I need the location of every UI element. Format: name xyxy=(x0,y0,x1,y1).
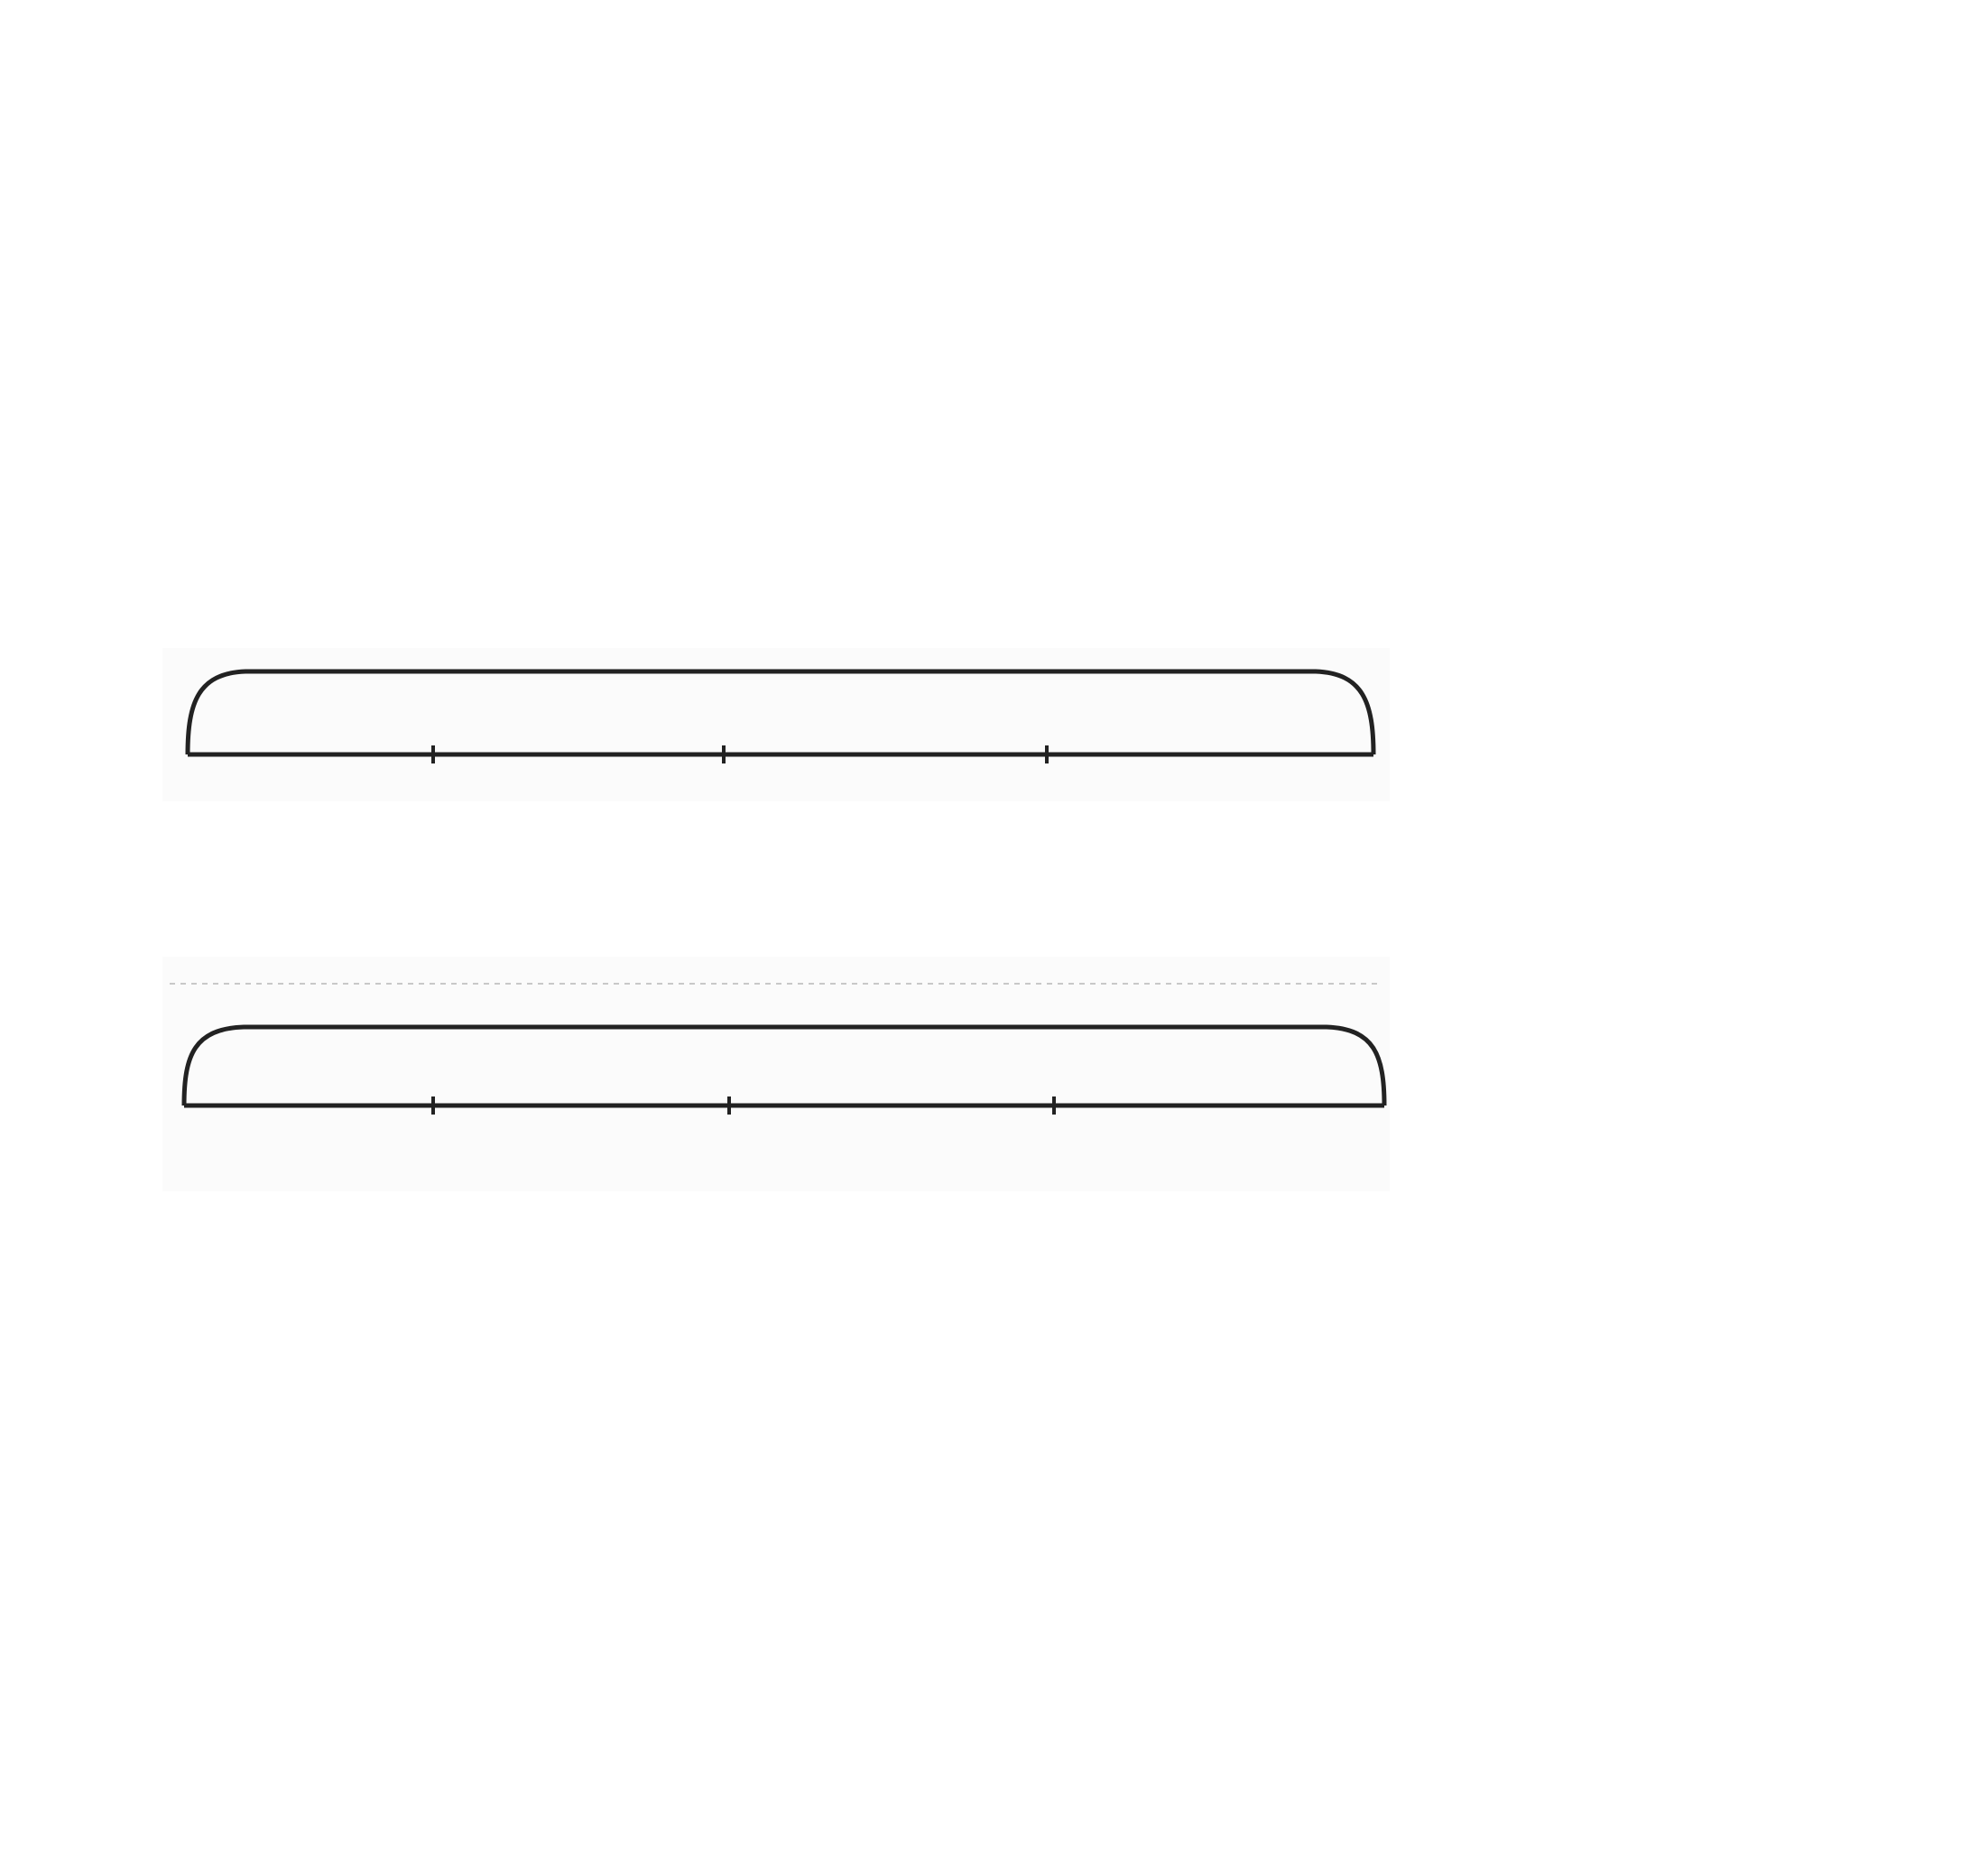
diagram-background xyxy=(162,957,1390,1191)
diagram-solution xyxy=(162,957,1390,1191)
diagram-problem xyxy=(162,648,1390,801)
